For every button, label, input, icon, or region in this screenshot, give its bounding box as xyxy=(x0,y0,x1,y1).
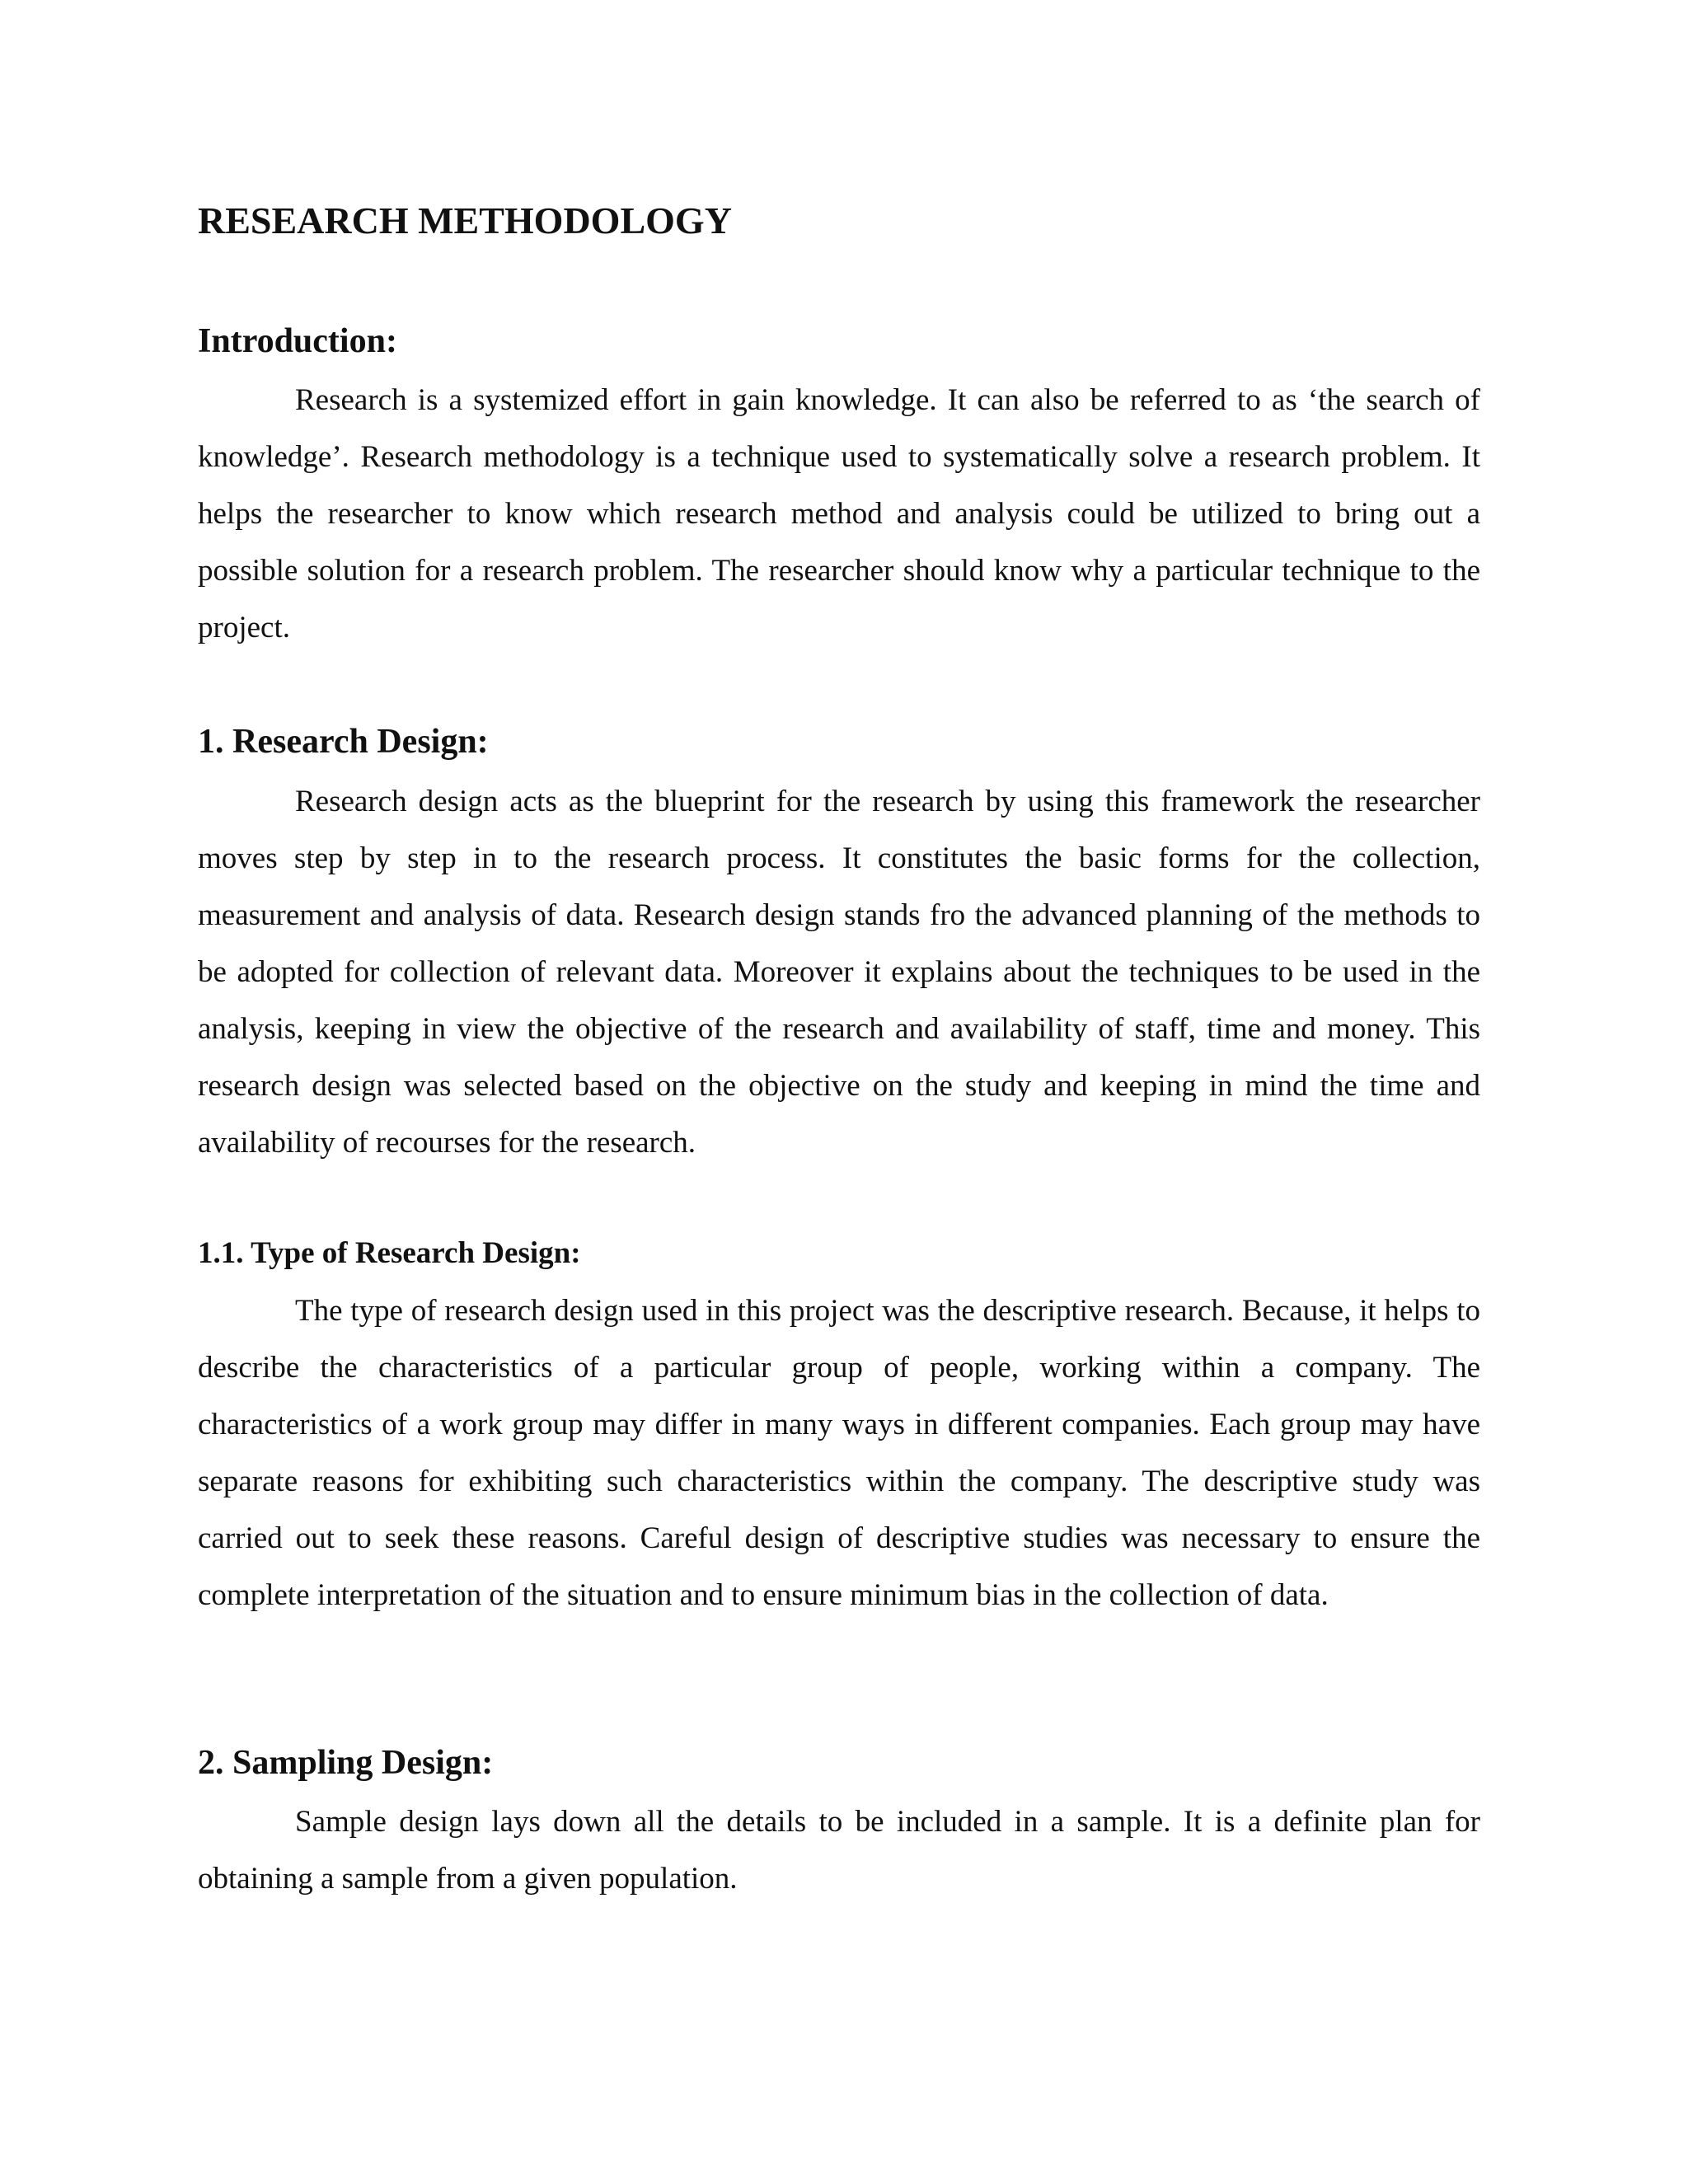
subsection-heading-type-of-research-design: 1.1. Type of Research Design: xyxy=(198,1236,581,1270)
paragraph-type-of-research-design: The type of research design used in this project was the descriptive research. Because, it helps to describe the characteristics of a particular group of people, working within a company. The characteristics of a work group may differ in many ways in different companies. Each group may have separate reasons for exhibiting such characteristics within the company. The descriptive study was carried out to seek these reasons. Careful design of descriptive studies was necessary to ensure the complete interpretation of the situation and to ensure minimum bias in the collection of data. xyxy=(198,1294,1480,1612)
section-heading-introduction: Introduction: xyxy=(198,322,397,360)
paragraph-research-design: Research design acts as the blueprint for the research by using this framework the researcher moves step by step in to the research process. It constitutes the basic forms for the collection, measurement and analysis of data. Research design stands fro the advanced planning of the methods to be adopted for collection of relevant data. Moreover it explains about the techniques to be used in the analysis, keeping in view the objective of the research and availability of staff, time and money. This research design was selected based on the objective on the study and keeping in mind the time and availability of recourses for the research. xyxy=(198,785,1480,1160)
paragraph-introduction: Research is a systemized effort in gain knowledge. It can also be referred to as ‘the search of knowledge’. Research methodology is a technique used to systematically solve a research problem. It helps the researcher to know which research method and analysis could be utilized to bring out a possible solution for a research problem. The researcher should know why a particular technique to the project. xyxy=(198,383,1480,644)
section-heading-sampling-design: 2. Sampling Design: xyxy=(198,1744,494,1782)
section-heading-research-design: 1. Research Design: xyxy=(198,723,489,761)
paragraph-sampling-design: Sample design lays down all the details to be included in a sample. It is a definite plan for obtaining a sample from a given population. xyxy=(198,1805,1480,1896)
page-title: RESEARCH METHODOLOGY xyxy=(198,199,732,241)
